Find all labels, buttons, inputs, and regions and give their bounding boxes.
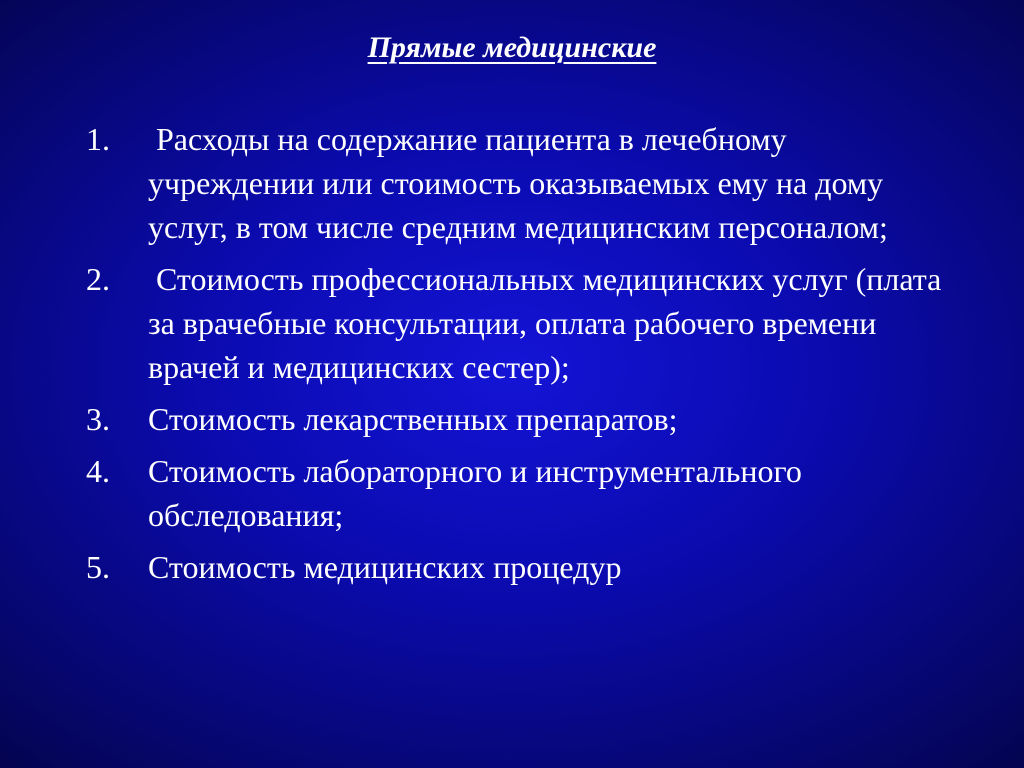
list-item-text: Стоимость лабораторного и инструментального обследования; (148, 453, 802, 533)
slide-title: Прямые медицинские (367, 31, 657, 64)
list-item-text: Стоимость медицинских процедур (148, 549, 622, 585)
list-item-text: Расходы на содержание пациента в лечебному учреждении или стоимость оказываемых ему на дому услуг, в том числе средним медицинским персоналом; (148, 121, 888, 245)
list-item-number: 5. (86, 549, 110, 585)
list-item-number: 2. (86, 261, 110, 297)
list-item (86, 257, 946, 389)
list-item (86, 545, 946, 589)
list-item (86, 397, 946, 441)
list-item (86, 449, 946, 537)
list-item-number: 3. (86, 401, 110, 437)
list-item (86, 117, 946, 249)
list-item-text: Стоимость лекарственных препаратов; (148, 401, 678, 437)
list-item-text: Стоимость профессиональных медицинских услуг (плата за врачебные консультации, оплата рабочего времени врачей и медицинских сестер); (148, 261, 942, 385)
cost-list (86, 117, 946, 597)
list-item-number: 1. (86, 121, 110, 157)
list-item-number: 4. (86, 453, 110, 489)
